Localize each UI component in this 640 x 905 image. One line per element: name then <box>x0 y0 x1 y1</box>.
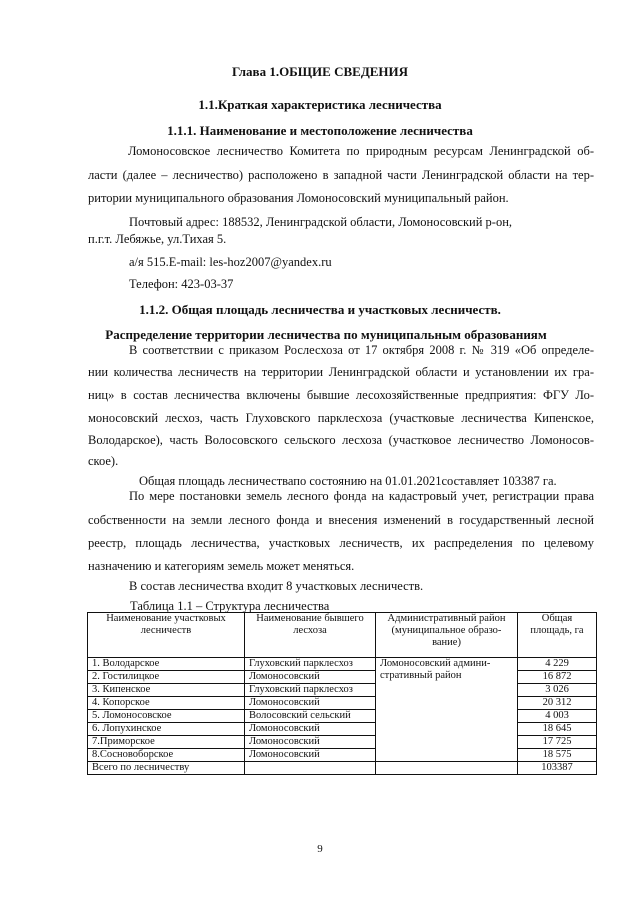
location-line-1: Ломоносовское лесничество Комитета по природным ресурсам Ленинградской об- <box>128 144 594 158</box>
order-paragraph-line-2: нии количества лесничеств на территории Ленинградской области и установлении их гра- <box>88 365 594 379</box>
table-row <box>88 723 597 736</box>
row-name: 8.Сосновоборское <box>88 749 245 762</box>
row-name: 6. Лопухинское <box>88 723 245 736</box>
row-former: Ломоносовский <box>245 697 376 710</box>
section-title-1-1-1: 1.1.1. Наименование и местоположение лесничества <box>167 123 473 138</box>
district-count-line: В состав лесничества входит 8 участковых лесничеств. <box>129 579 424 593</box>
table-row <box>88 710 597 723</box>
row-area: 4 003 <box>518 710 597 723</box>
admin-district-cell: Ломоносовский админи-стративный район <box>376 658 518 762</box>
total-empty-cell <box>245 762 376 775</box>
cadastre-paragraph-line-1: По мере постановки земель лесного фонда на кадастровый учет, регистрации права <box>129 489 594 503</box>
table-row <box>88 671 597 684</box>
row-name: 4. Копорское <box>88 697 245 710</box>
chapter-title: Глава 1.ОБЩИЕ СВЕДЕНИЯ <box>231 64 409 79</box>
header-admin-district: Административный район (муниципальное образо-вание) <box>376 613 518 658</box>
row-former: Ломоносовский <box>245 736 376 749</box>
order-paragraph-line-4: моносовский лесхоз, часть Глуховского парклесхоза (участковые лесничества Кипенское, <box>88 411 594 425</box>
structure-table <box>87 612 597 775</box>
row-name: 5. Ломоносовское <box>88 710 245 723</box>
row-former: Ломоносовский <box>245 671 376 684</box>
table-row <box>88 684 597 697</box>
distribution-subheading: Распределение территории лесничества по муниципальным образованиям <box>105 327 547 342</box>
location-line-2: ласти (далее – лесничество) расположено в западной части Ленинградской области на тер- <box>88 168 594 182</box>
total-area-value: 103387 <box>518 762 597 775</box>
table-header-row <box>88 613 597 658</box>
order-paragraph-line-5: Володарское), часть Волосовского сельского лесхоза (участковое лесничество Ломоносов- <box>88 433 594 447</box>
table-row <box>88 697 597 710</box>
row-area: 16 872 <box>518 671 597 684</box>
phone-number: Телефон: 423-03-37 <box>129 277 234 291</box>
order-paragraph-line-6: ское). <box>88 454 119 468</box>
table-caption: Таблица 1.1 – Структура лесничества <box>130 599 330 613</box>
row-former: Глуховский парклесхоз <box>245 684 376 697</box>
table-total-row <box>88 762 597 775</box>
table-row <box>88 749 597 762</box>
header-total-area: Общая площадь, га <box>518 613 597 658</box>
section-title-1-1: 1.1.Краткая характеристика лесничества <box>198 97 442 112</box>
order-paragraph-line-1: В соответствии с приказом Рослесхоза от 17 октября 2008 г. № 319 «Об определе- <box>129 343 594 357</box>
order-paragraph-line-3: ниц» в состав лесничества включены бывшие лесохозяйственные предприятия: ФГУ Ло- <box>88 388 594 402</box>
total-label: Всего по лесничеству <box>88 762 245 775</box>
cadastre-paragraph-line-3: реестр, площадь лесничества, участковых лесничеств, их распределения по целевому <box>88 536 594 550</box>
mailbox-email: а/я 515.E-mail: les-hoz2007@yandex.ru <box>129 255 332 269</box>
row-area: 17 725 <box>518 736 597 749</box>
header-former-forestry: Наименование бывшего лесхоза <box>245 613 376 658</box>
row-former: Глуховский парклесхоз <box>245 658 376 671</box>
total-area-line: Общая площадь лесничествапо состоянию на 01.01.2021составляет 103387 га. <box>139 474 557 488</box>
row-area: 3 026 <box>518 684 597 697</box>
row-name: 7.Приморское <box>88 736 245 749</box>
table-row <box>88 658 597 671</box>
total-empty-cell <box>376 762 518 775</box>
row-former: Волосовский сельский <box>245 710 376 723</box>
row-area: 4 229 <box>518 658 597 671</box>
postal-address-line-2: п.г.т. Лебяжье, ул.Тихая 5. <box>88 232 227 246</box>
row-area: 18 645 <box>518 723 597 736</box>
section-title-1-1-2: 1.1.2. Общая площадь лесничества и участковых лесничеств. <box>139 302 501 317</box>
table-row <box>88 736 597 749</box>
postal-address-line-1: Почтовый адрес: 188532, Ленинградской области, Ломоносовский р-он, <box>129 215 513 229</box>
page-number: 9 <box>317 843 323 855</box>
location-line-3: ритории муниципального образования Ломоносовский муниципальный район. <box>88 191 509 205</box>
row-name: 3. Кипенское <box>88 684 245 697</box>
row-former: Ломоносовский <box>245 749 376 762</box>
row-former: Ломоносовский <box>245 723 376 736</box>
row-name: 2. Гостилицкое <box>88 671 245 684</box>
cadastre-paragraph-line-2: собственности на земли лесного фонда и внесения изменений в государственный лесной <box>88 513 594 527</box>
cadastre-paragraph-line-4: назначению и категориям земель может меняться. <box>88 559 355 573</box>
header-district-name: Наименование участковых лесничеств <box>88 613 245 658</box>
row-name: 1. Володарское <box>88 658 245 671</box>
row-area: 20 312 <box>518 697 597 710</box>
row-area: 18 575 <box>518 749 597 762</box>
